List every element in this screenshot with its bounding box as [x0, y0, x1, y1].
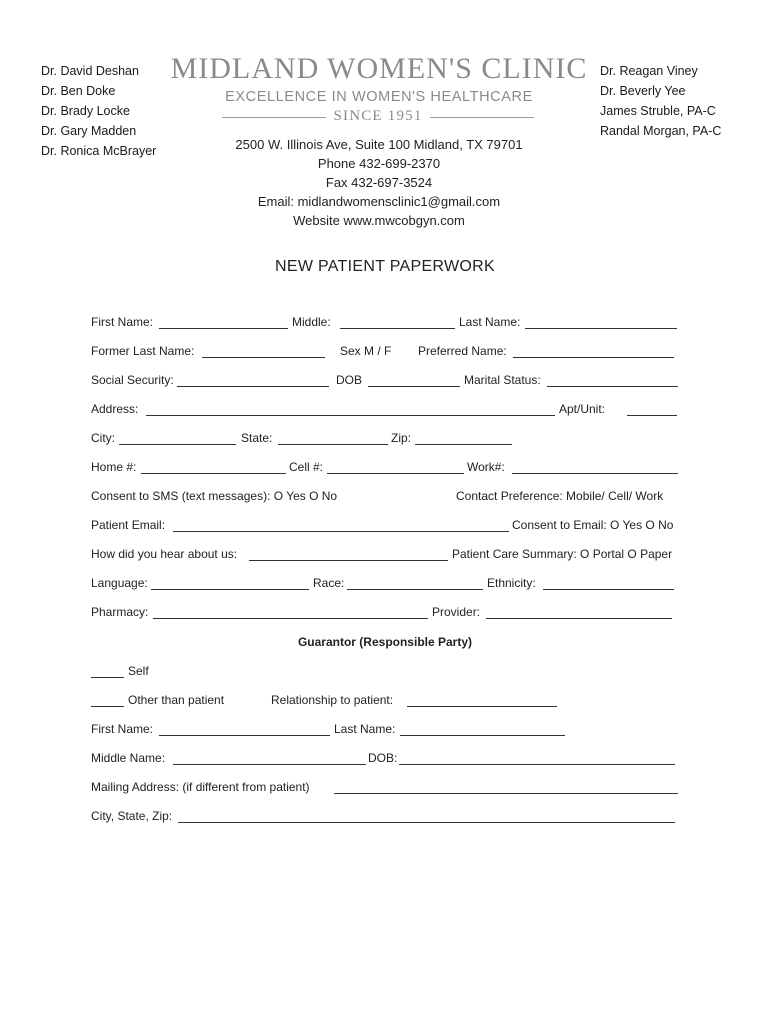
middle-name-field[interactable] [340, 328, 455, 329]
divider-rule-right [430, 117, 534, 118]
work-phone-field[interactable] [512, 473, 678, 474]
patient-email-field[interactable] [173, 531, 509, 532]
home-phone-label: Home #: [91, 460, 137, 474]
provider-label: Provider: [432, 605, 481, 619]
email-row [91, 518, 681, 534]
city-label: City: [91, 431, 115, 445]
self-label: Self [128, 664, 149, 678]
doctor-name: Dr. Ben Doke [41, 84, 116, 98]
work-phone-label: Work#: [467, 460, 505, 474]
guarantor-self-row [91, 664, 291, 680]
guarantor-mailing-row [91, 780, 681, 796]
middle-label: Middle: [292, 315, 331, 329]
first-name-label: First Name: [91, 315, 154, 329]
dob-label: DOB [336, 373, 363, 387]
consent-sms-option[interactable]: Consent to SMS (text messages): O Yes O No [91, 489, 338, 503]
preferred-name-field[interactable] [513, 357, 674, 358]
last-name-label: Last Name: [459, 315, 521, 329]
relationship-field[interactable] [407, 706, 557, 707]
social-security-label: Social Security: [91, 373, 174, 387]
name-row [91, 315, 681, 331]
sms-row [91, 489, 683, 505]
home-phone-field[interactable] [141, 473, 286, 474]
clinic-tagline: EXCELLENCE IN WOMEN'S HEALTHCARE [225, 89, 533, 105]
guarantor-middle-name-field[interactable] [173, 764, 366, 765]
cell-phone-field[interactable] [327, 473, 464, 474]
clinic-website: Website www.mwcobgyn.com [293, 213, 465, 228]
apt-unit-label: Apt/Unit: [559, 402, 606, 416]
other-than-patient-label: Other than patient [128, 693, 225, 707]
ssn-row [91, 373, 681, 389]
relationship-label: Relationship to patient: [271, 693, 394, 707]
left-doctor-list [41, 61, 156, 161]
last-name-field[interactable] [525, 328, 677, 329]
patient-email-label: Patient Email: [91, 518, 166, 532]
address-row [91, 402, 681, 418]
phone-row [91, 460, 681, 476]
city-state-zip-label: City, State, Zip: [91, 809, 173, 823]
clinic-email: Email: midlandwomensclinic1@gmail.com [257, 194, 501, 209]
guarantor-other-row [91, 693, 681, 709]
ethnicity-label: Ethnicity: [487, 576, 536, 590]
guarantor-middle-row [91, 751, 681, 767]
guarantor-city-row [91, 809, 681, 825]
clinic-address: 2500 W. Illinois Ave, Suite 100 Midland, TX 79701 [235, 137, 523, 152]
guarantor-dob-field[interactable] [399, 764, 675, 765]
race-label: Race: [313, 576, 345, 590]
clinic-phone: Phone 432-699-2370 [317, 156, 441, 171]
doctor-name: Dr. Brady Locke [41, 104, 130, 118]
state-label: State: [241, 431, 273, 445]
former-last-name-label: Former Last Name: [91, 344, 195, 358]
mailing-address-field[interactable] [334, 793, 678, 794]
pharmacy-field[interactable] [153, 618, 428, 619]
zip-field[interactable] [415, 444, 512, 445]
hear-about-field[interactable] [249, 560, 448, 561]
demographics-row [91, 576, 681, 592]
provider-field[interactable] [486, 618, 672, 619]
clinic-name: MIDLAND WOMEN'S CLINIC [170, 52, 588, 85]
language-field[interactable] [151, 589, 309, 590]
social-security-field[interactable] [177, 386, 329, 387]
zip-label: Zip: [391, 431, 412, 445]
guarantor-last-name-field[interactable] [400, 735, 565, 736]
other-check-field[interactable] [91, 706, 124, 707]
doctor-name: Dr. David Deshan [41, 64, 139, 78]
pharmacy-label: Pharmacy: [91, 605, 149, 619]
hear-about-label: How did you hear about us: [91, 547, 238, 561]
guarantor-first-name-field[interactable] [159, 735, 330, 736]
right-doctor-list [600, 61, 721, 141]
clinic-fax: Fax 432-697-3524 [325, 175, 433, 190]
since-divider [222, 108, 534, 128]
city-field[interactable] [119, 444, 236, 445]
guarantor-heading: Guarantor (Responsible Party) [297, 635, 473, 649]
care-summary-option[interactable]: Patient Care Summary: O Portal O Paper [452, 547, 673, 561]
former-name-row [91, 344, 681, 360]
doctor-name: James Struble, PA-C [600, 104, 716, 118]
dob-field[interactable] [368, 386, 460, 387]
guarantor-name-row [91, 722, 681, 738]
doctor-name: Dr. Beverly Yee [600, 84, 686, 98]
pharmacy-row [91, 605, 681, 621]
state-field[interactable] [278, 444, 388, 445]
consent-email-option[interactable]: Consent to Email: O Yes O No [512, 518, 674, 532]
race-field[interactable] [347, 589, 483, 590]
contact-preference-option[interactable]: Contact Preference: Mobile/ Cell/ Work [456, 489, 664, 503]
guarantor-last-name-label: Last Name: [334, 722, 396, 736]
page-title: NEW PATIENT PAPERWORK [275, 258, 495, 275]
sex-selector[interactable]: Sex M / F [340, 344, 392, 358]
marital-status-field[interactable] [547, 386, 678, 387]
language-label: Language: [91, 576, 148, 590]
guarantor-dob-label: DOB: [368, 751, 398, 765]
ethnicity-field[interactable] [543, 589, 674, 590]
first-name-field[interactable] [159, 328, 288, 329]
guarantor-first-name-label: First Name: [91, 722, 154, 736]
since-year: SINCE 1951 [333, 108, 423, 124]
marital-status-label: Marital Status: [464, 373, 541, 387]
former-last-name-field[interactable] [202, 357, 325, 358]
doctor-name: Dr. Ronica McBrayer [41, 144, 157, 158]
city-row [91, 431, 681, 447]
referral-row [91, 547, 681, 563]
preferred-name-label: Preferred Name: [418, 344, 507, 358]
doctor-name: Dr. Reagan Viney [600, 64, 698, 78]
mailing-address-label: Mailing Address: (if different from patient) [91, 780, 310, 794]
city-state-zip-field[interactable] [178, 822, 675, 823]
doctor-name: Randal Morgan, PA-C [600, 124, 722, 138]
guarantor-middle-name-label: Middle Name: [91, 751, 166, 765]
apt-unit-field[interactable] [627, 415, 677, 416]
address-field[interactable] [146, 415, 555, 416]
address-label: Address: [91, 402, 139, 416]
doctor-name: Dr. Gary Madden [41, 124, 137, 138]
cell-phone-label: Cell #: [289, 460, 324, 474]
self-check-field[interactable] [91, 677, 124, 678]
